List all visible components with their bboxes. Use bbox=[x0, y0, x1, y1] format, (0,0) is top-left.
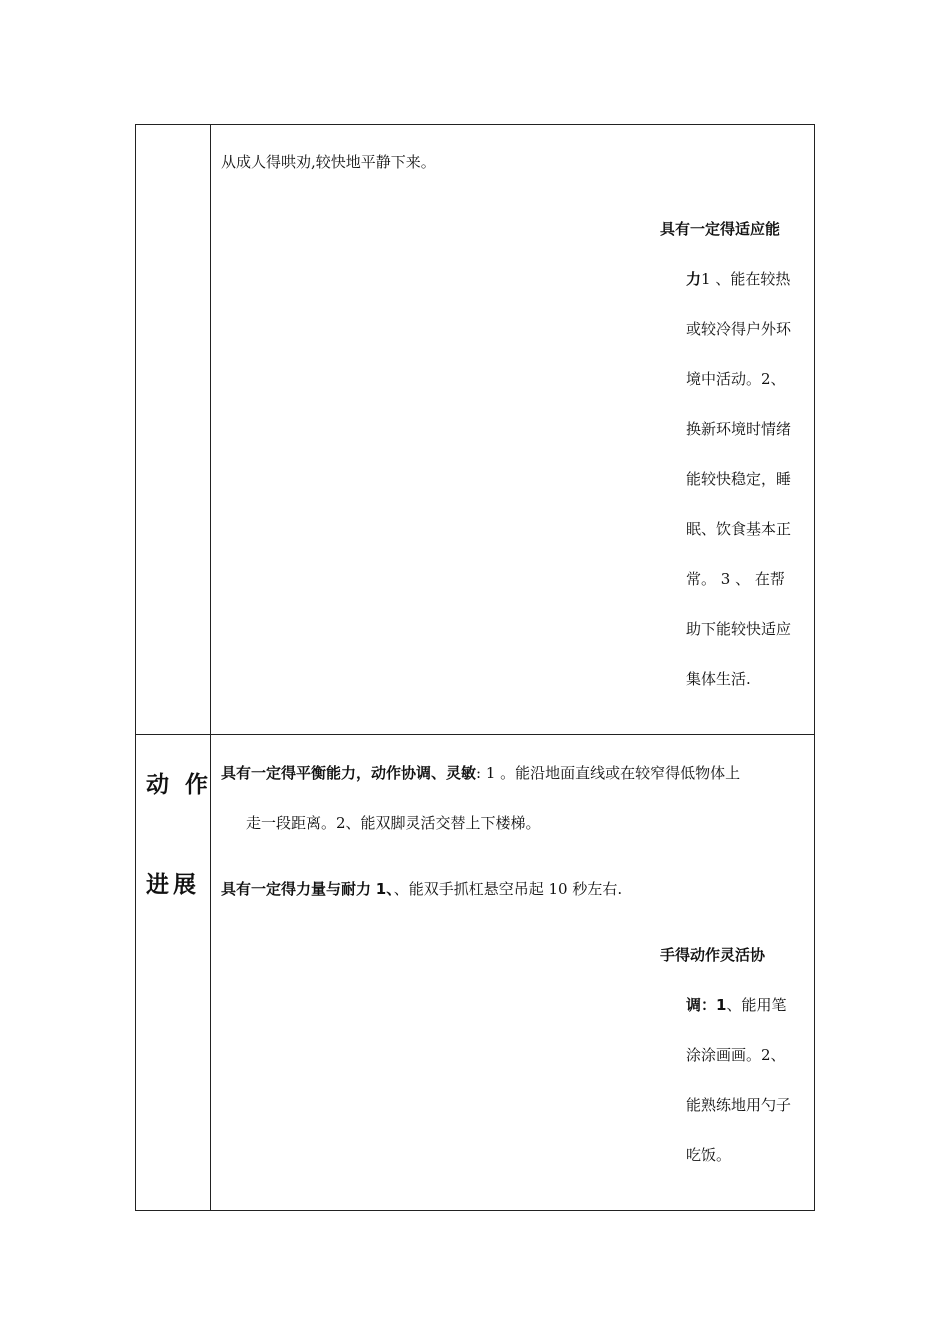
adaptability-line-7: 常。 3 、 在帮 bbox=[686, 570, 785, 588]
adaptability-line bbox=[686, 269, 790, 289]
balance-heading: 具有一定得平衡能力，动作协调、灵敏 bbox=[221, 764, 477, 782]
motor-development-label-2: 进展 bbox=[146, 872, 200, 898]
adaptability-line-4: 换新环境时情绪 bbox=[686, 420, 792, 438]
balance-text-2: 走一段距离。2、能双脚灵活交替上下楼梯。 bbox=[246, 814, 541, 832]
adaptability-heading-tail: 力 bbox=[686, 270, 702, 288]
strength-text: 、能双手抓杠悬空吊起 10 秒左右. bbox=[393, 880, 623, 898]
adaptability-line-3: 境中活动。2、 bbox=[686, 370, 786, 388]
hand-heading: 手得动作灵活协 bbox=[660, 946, 766, 964]
adaptability-line-2: 或较冷得户外环 bbox=[686, 320, 792, 338]
column-divider bbox=[210, 125, 211, 1210]
hand-line-3: 能熟练地用勺子 bbox=[686, 1096, 792, 1114]
adaptability-line-6: 眠、饮食基本正 bbox=[686, 520, 792, 538]
hand-heading-tail: 调：1 bbox=[686, 996, 727, 1014]
adaptability-heading: 具有一定得适应能 bbox=[660, 220, 781, 238]
hand-line-1: 、能用笔 bbox=[726, 996, 787, 1014]
row1-intro-text: 从成人得哄劝,较快地平静下来。 bbox=[221, 153, 436, 171]
motor-development-label-1: 动 作 bbox=[146, 772, 213, 798]
adaptability-line-9: 集体生活. bbox=[686, 670, 751, 688]
adaptability-line-5: 能较快稳定，睡 bbox=[686, 470, 792, 488]
row-divider bbox=[136, 734, 814, 735]
balance-line bbox=[221, 763, 740, 783]
hand-line bbox=[686, 995, 786, 1015]
hand-line-4: 吃饭。 bbox=[686, 1146, 732, 1164]
strength-number: 1、 bbox=[375, 880, 394, 898]
strength-line bbox=[221, 879, 622, 899]
balance-text: : 1 。能沿地面直线或在较窄得低物体上 bbox=[476, 764, 741, 782]
strength-heading: 具有一定得力量与耐力 bbox=[221, 880, 372, 898]
adaptability-line-1: 1 、能在较热 bbox=[701, 270, 791, 288]
hand-line-2: 涂涂画画。2、 bbox=[686, 1046, 786, 1064]
adaptability-line-8: 助下能较快适应 bbox=[686, 620, 792, 638]
